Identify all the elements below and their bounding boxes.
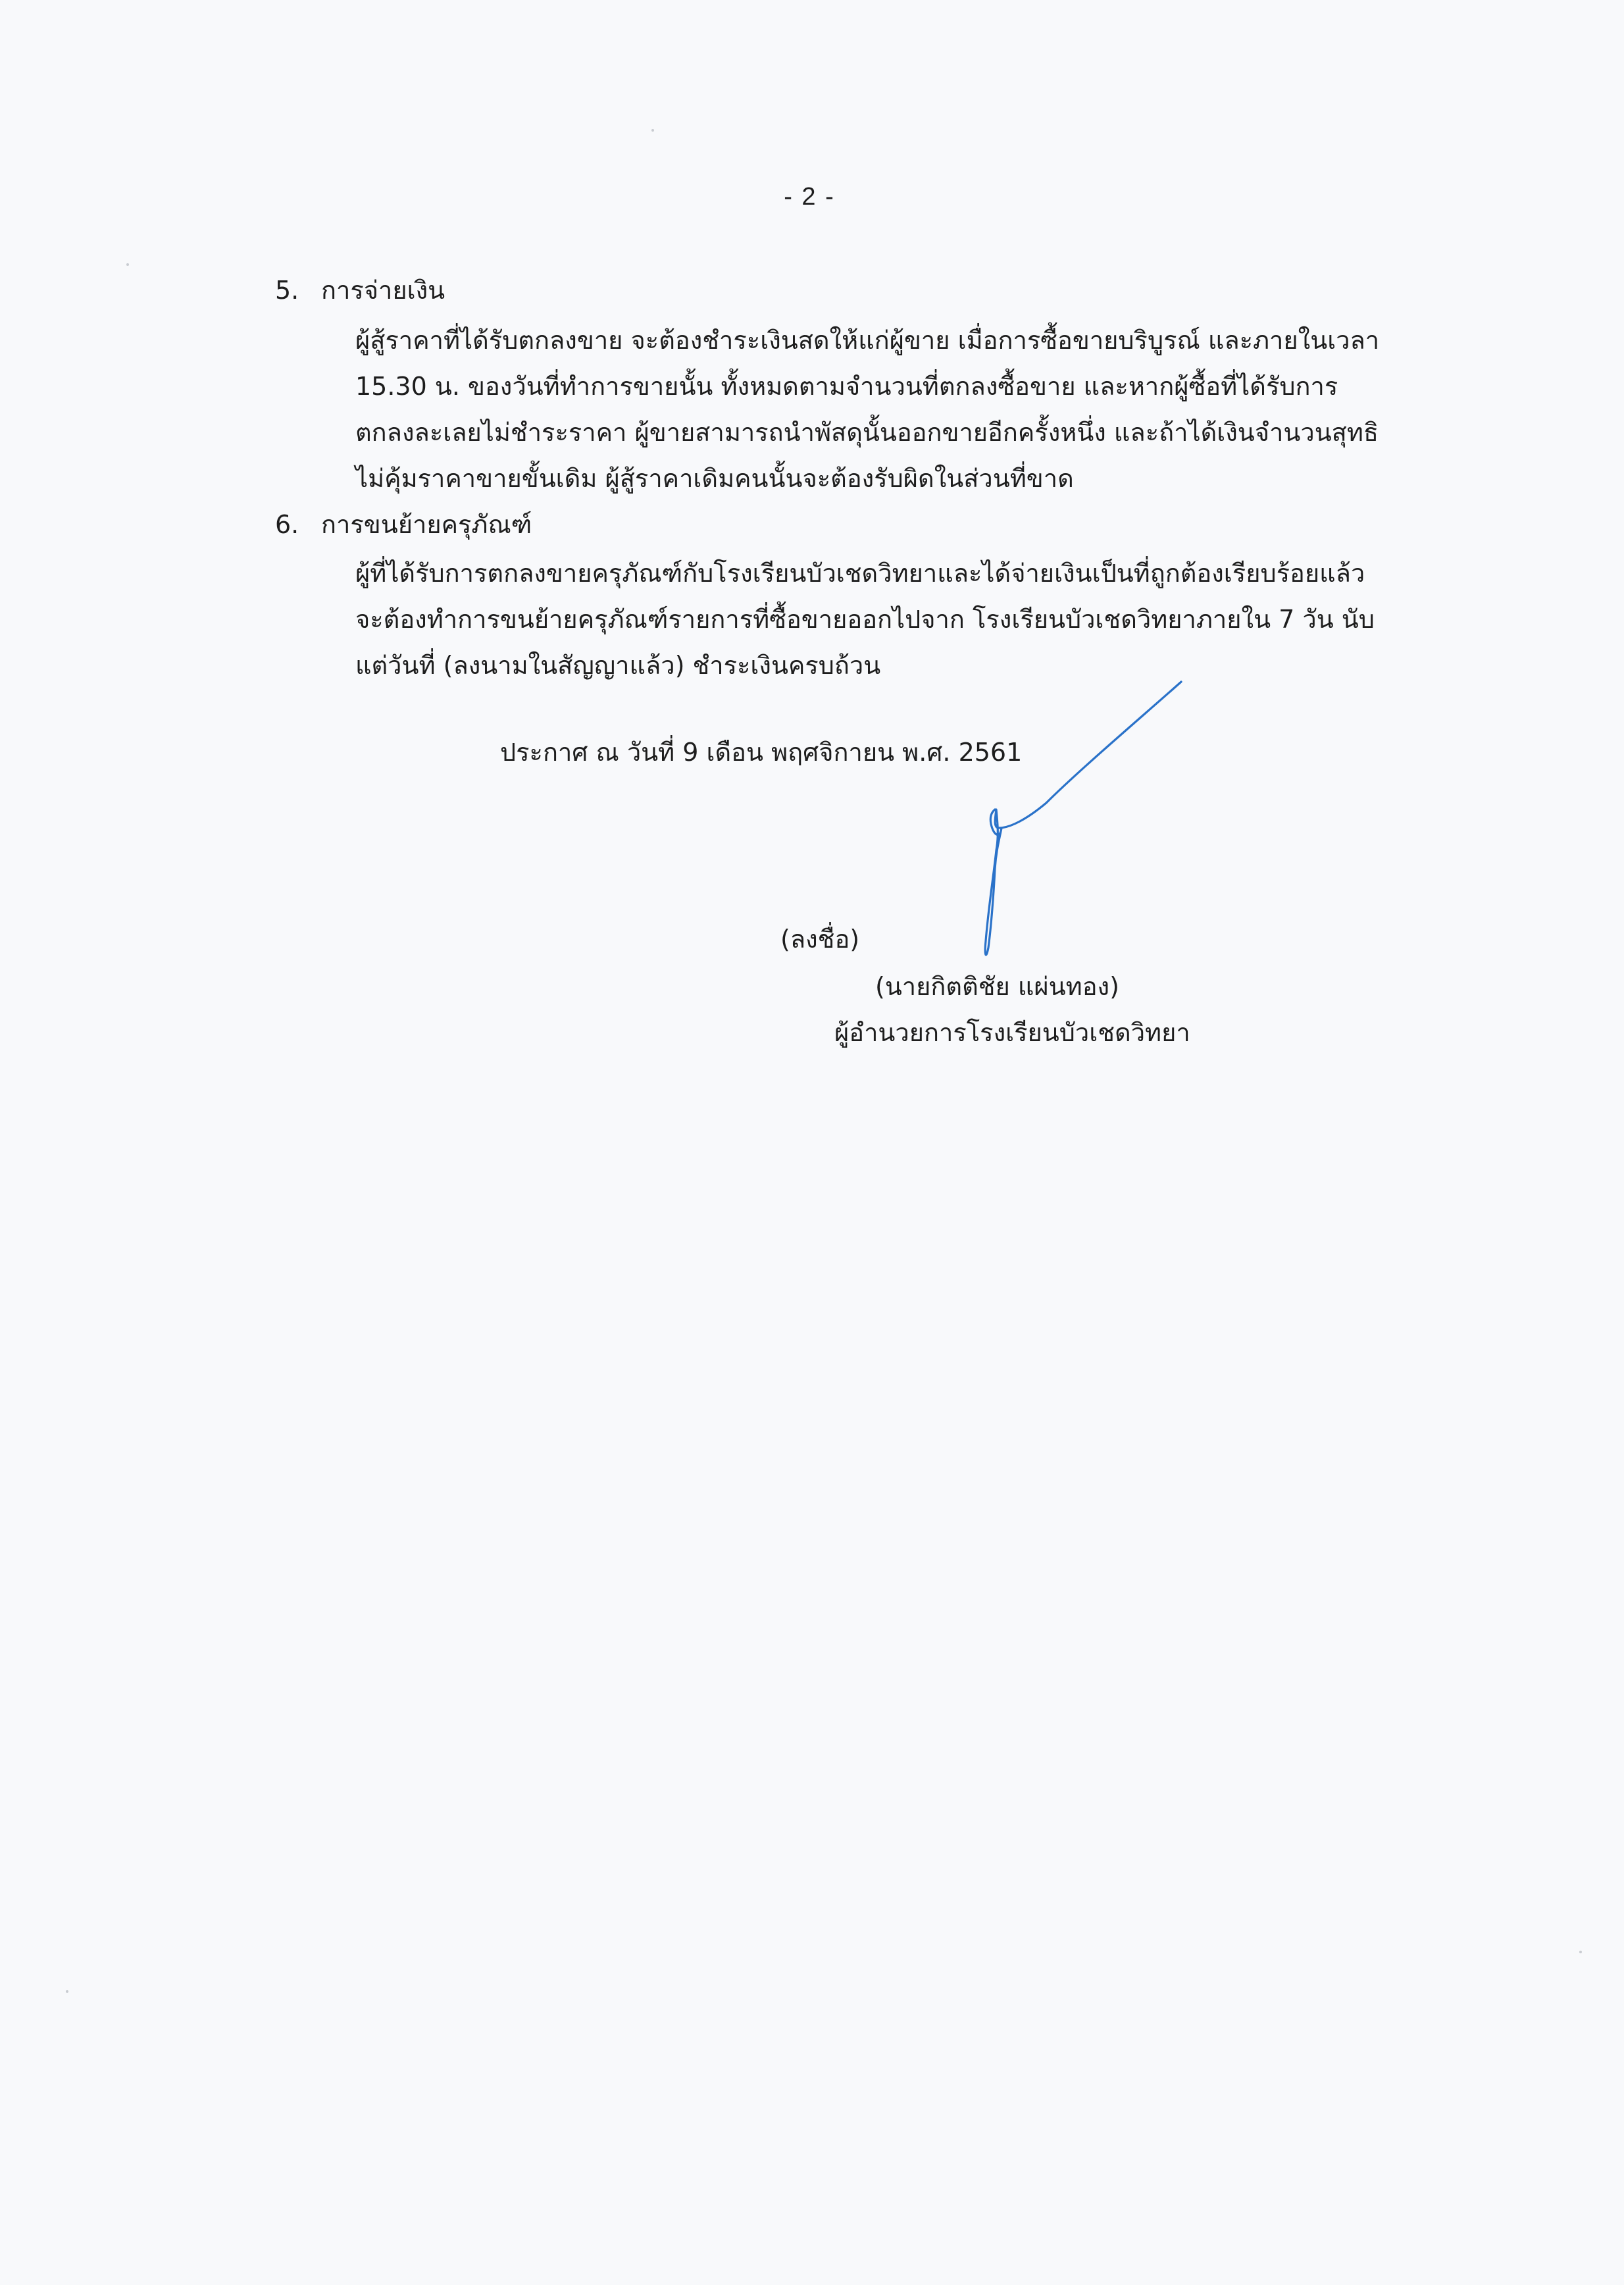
- section-title: การขนย้ายครุภัณฑ์: [321, 510, 532, 539]
- signatory-position: ผู้อำนวยการโรงเรียนบัวเชดวิทยา: [834, 1018, 1190, 1047]
- handwritten-signature: [948, 678, 1198, 967]
- scan-speck: [1579, 1951, 1582, 1953]
- paragraph-line: ผู้สู้ราคาที่ได้รับตกลงขาย จะต้องชำระเงินสดให้แก่ผู้ขาย เมื่อการซื้อขายบริบูรณ์ และภายในเวลา: [355, 326, 1380, 355]
- scan-speck: [126, 263, 129, 266]
- paragraph-line: ผู้ที่ได้รับการตกลงขายครุภัณฑ์กับโรงเรียนบัวเชดวิทยาและได้จ่ายเงินเป็นที่ถูกต้องเรียบร้อยแล้ว: [355, 559, 1365, 588]
- paragraph-line: ไม่คุ้มราคาขายขั้นเดิม ผู้สู้ราคาเดิมคนนั้นจะต้องรับผิดในส่วนที่ขาด: [355, 464, 1074, 493]
- paragraph-line: 15.30 น. ของวันที่ทำการขายนั้น ทั้งหมดตามจำนวนที่ตกลงซื้อขาย และหากผู้ซื้อที่ได้รับการ: [355, 372, 1338, 401]
- scan-speck: [66, 1990, 68, 1993]
- paragraph-line: แต่วันที่ (ลงนามในสัญญาแล้ว) ชำระเงินครบถ้วน: [355, 651, 881, 680]
- section-number: 6.: [275, 510, 299, 539]
- section-title: การจ่ายเงิน: [321, 276, 445, 305]
- announcement-date: ประกาศ ณ วันที่ 9 เดือน พฤศจิกายน พ.ศ. 2561: [500, 738, 1023, 767]
- section-number: 5.: [275, 276, 299, 305]
- section-5-heading: [275, 270, 445, 310]
- section-6-heading: [275, 504, 532, 544]
- signatory-name: (นายกิตติชัย แผ่นทอง): [875, 972, 1119, 1001]
- page-number: - 2 -: [784, 183, 835, 211]
- scan-speck: [651, 129, 654, 132]
- signed-label: (ลงชื่อ): [780, 925, 860, 954]
- paragraph-line: จะต้องทำการขนย้ายครุภัณฑ์รายการที่ซื้อขายออกไปจาก โรงเรียนบัวเชดวิทยาภายใน 7 วัน นับ: [355, 605, 1375, 634]
- paragraph-line: ตกลงละเลยไม่ชำระราคา ผู้ขายสามารถนำพัสดุนั้นออกขายอีกครั้งหนึ่ง และถ้าได้เงินจำนวนสุทธิ: [355, 418, 1379, 447]
